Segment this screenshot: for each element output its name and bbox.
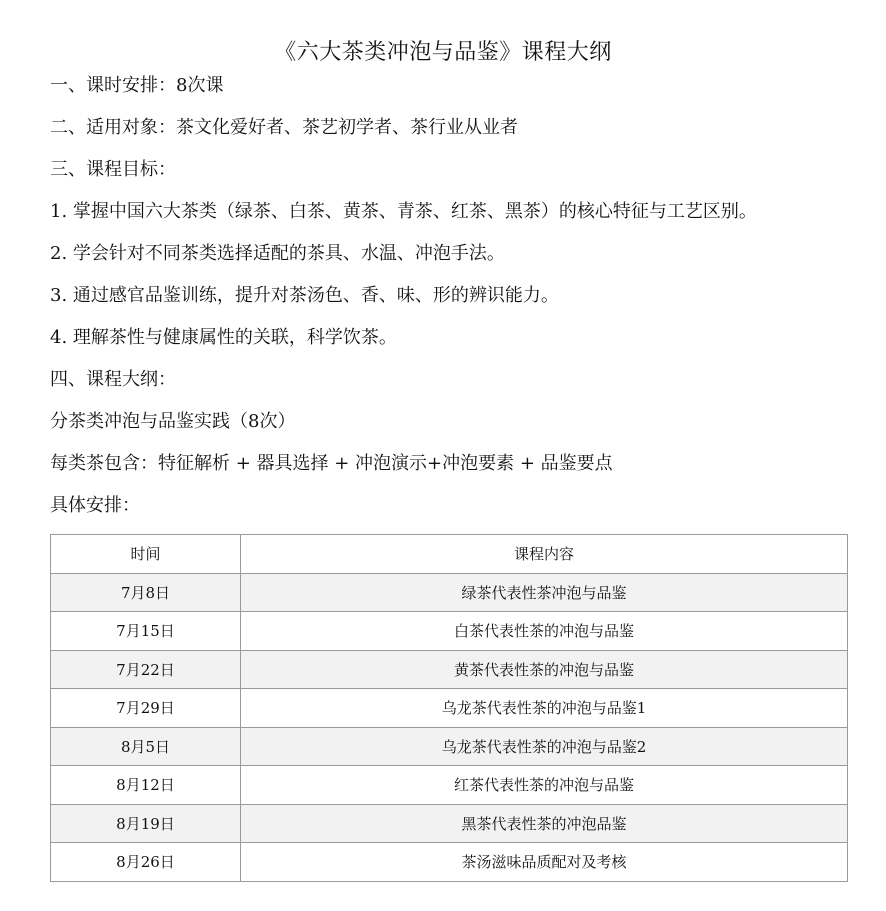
row-date: 8月5日 [51, 727, 241, 766]
goal-item-3: 3. 通过感官品鉴训练，提升对茶汤色、香、味、形的辨识能力。 [50, 285, 559, 306]
table-header-row [51, 535, 848, 574]
row-content: 乌龙茶代表性茶的冲泡与品鉴2 [241, 727, 848, 766]
table-row [51, 804, 848, 843]
course-goals-heading: 三、课程目标： [50, 159, 176, 180]
row-date: 7月15日 [51, 612, 241, 651]
row-content: 乌龙茶代表性茶的冲泡与品鉴1 [241, 689, 848, 728]
schedule-table [50, 534, 848, 882]
header-time: 时间 [51, 535, 241, 574]
row-date: 8月12日 [51, 766, 241, 805]
goal-item-4: 4. 理解茶性与健康属性的关联，科学饮茶。 [50, 327, 397, 348]
row-date: 8月19日 [51, 804, 241, 843]
table-row [51, 612, 848, 651]
row-content: 黑茶代表性茶的冲泡品鉴 [241, 804, 848, 843]
row-date: 7月22日 [51, 650, 241, 689]
row-content: 红茶代表性茶的冲泡与品鉴 [241, 766, 848, 805]
course-outline-heading: 四、课程大纲： [50, 369, 176, 390]
document-title: 《六大茶类冲泡与品鉴》课程大纲 [274, 40, 612, 65]
table-row [51, 689, 848, 728]
goal-item-1: 1. 掌握中国六大茶类（绿茶、白茶、黄茶、青茶、红茶、黑茶）的核心特征与工艺区别。 [50, 201, 757, 222]
header-content: 课程内容 [241, 535, 848, 574]
course-hours-line: 一、课时安排：8次课 [50, 75, 224, 96]
lesson-components-line: 每类茶包含：特征解析 + 器具选择 + 冲泡演示+冲泡要素 + 品鉴要点 [50, 453, 613, 474]
table-row [51, 727, 848, 766]
row-date: 7月29日 [51, 689, 241, 728]
row-content: 黄茶代表性茶的冲泡与品鉴 [241, 650, 848, 689]
schedule-heading: 具体安排： [50, 495, 140, 516]
table-row [51, 650, 848, 689]
row-content: 茶汤滋味品质配对及考核 [241, 843, 848, 882]
table-row [51, 766, 848, 805]
row-date: 7月8日 [51, 573, 241, 612]
row-content: 白茶代表性茶的冲泡与品鉴 [241, 612, 848, 651]
table-row [51, 573, 848, 612]
row-content: 绿茶代表性茶冲泡与品鉴 [241, 573, 848, 612]
target-audience-line: 二、适用对象：茶文化爱好者、茶艺初学者、茶行业从业者 [50, 117, 518, 138]
practice-summary-line: 分茶类冲泡与品鉴实践（8次） [50, 411, 296, 432]
row-date: 8月26日 [51, 843, 241, 882]
table-row [51, 843, 848, 882]
goal-item-2: 2. 学会针对不同茶类选择适配的茶具、水温、冲泡手法。 [50, 243, 505, 264]
